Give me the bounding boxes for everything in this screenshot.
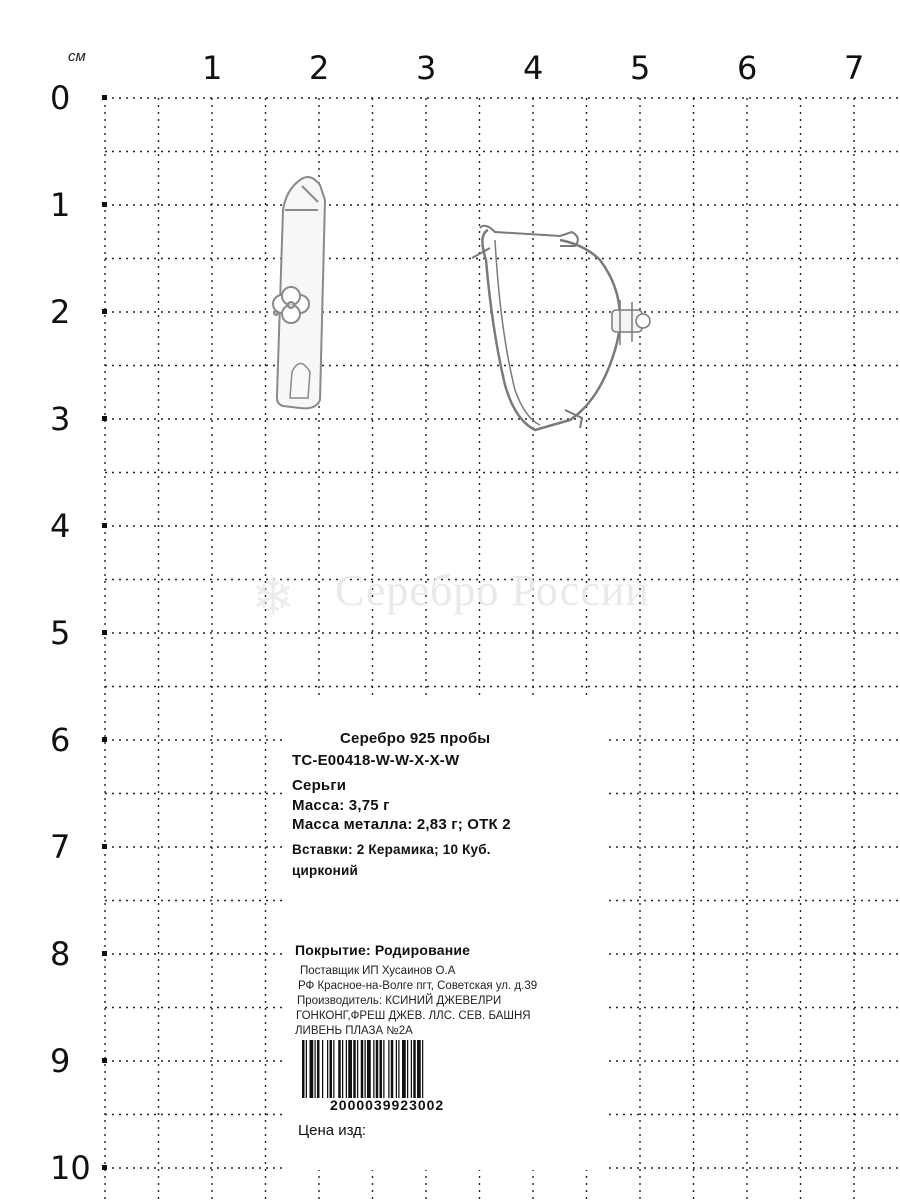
- earring-side-view: [273, 177, 325, 408]
- top-ruler-tick: 2: [309, 49, 330, 87]
- sku-line: ТС-Е00418-W-W-X-X-W: [292, 752, 460, 769]
- side-ruler-tick: 0: [50, 79, 71, 117]
- top-ruler-tick: 1: [202, 49, 223, 87]
- side-ruler-tick: 9: [50, 1042, 71, 1080]
- side-ruler-tick: 1: [50, 186, 71, 224]
- metal-mass-line: Масса металла: 2,83 г; ОТК 2: [292, 816, 511, 833]
- top-ruler-tick: 5: [630, 49, 651, 87]
- top-ruler-tick: 3: [416, 49, 437, 87]
- side-ruler-tick: 6: [50, 721, 71, 759]
- side-ruler-tick: 2: [50, 293, 71, 331]
- side-ruler-tick: 10: [50, 1149, 91, 1187]
- material-line: Серебро 925 пробы: [340, 730, 491, 747]
- supplier-address-line: РФ Красное-на-Волге пгт, Советская ул. д.39: [298, 980, 538, 992]
- earring-front-view: [472, 226, 650, 430]
- price-line: Цена изд:: [298, 1122, 367, 1139]
- coating-line: Покрытие: Родирование: [295, 942, 471, 958]
- manufacturer-line-3: ЛИВЕНЬ ПЛАЗА №2А: [295, 1025, 413, 1037]
- top-ruler-tick: 7: [844, 49, 865, 87]
- manufacturer-line-1: Производитель: КСИНИЙ ДЖЕВЕЛРИ: [297, 995, 502, 1007]
- side-ruler-tick: 7: [50, 828, 71, 866]
- side-ruler-tick: 8: [50, 935, 71, 973]
- top-ruler-tick: 6: [737, 49, 758, 87]
- side-ruler-tick: 3: [50, 400, 71, 438]
- inserts-line-2: цирконий: [292, 863, 359, 878]
- mass-line: Масса: 3,75 г: [292, 797, 390, 814]
- snowflake-logo-icon: ❄: [251, 569, 295, 627]
- barcode-number: 2000039923002: [330, 1097, 445, 1113]
- supplier-line: Поставщик ИП Хусаинов О.А: [300, 965, 456, 977]
- inserts-line-1: Вставки: 2 Керамика; 10 Куб.: [292, 842, 491, 857]
- barcode: [302, 1040, 547, 1098]
- product-type: Серьги: [292, 777, 347, 794]
- side-ruler-tick: 5: [50, 614, 71, 652]
- side-ruler-tick: 4: [50, 507, 71, 545]
- manufacturer-line-2: ГОНКОНГ,ФРЕШ ДЖЕВ. ЛЛС. СЕВ. БАШНЯ: [296, 1010, 531, 1022]
- top-ruler-tick: 4: [523, 49, 544, 87]
- watermark-text: Серебро России: [335, 566, 650, 615]
- unit-label: см: [68, 48, 86, 65]
